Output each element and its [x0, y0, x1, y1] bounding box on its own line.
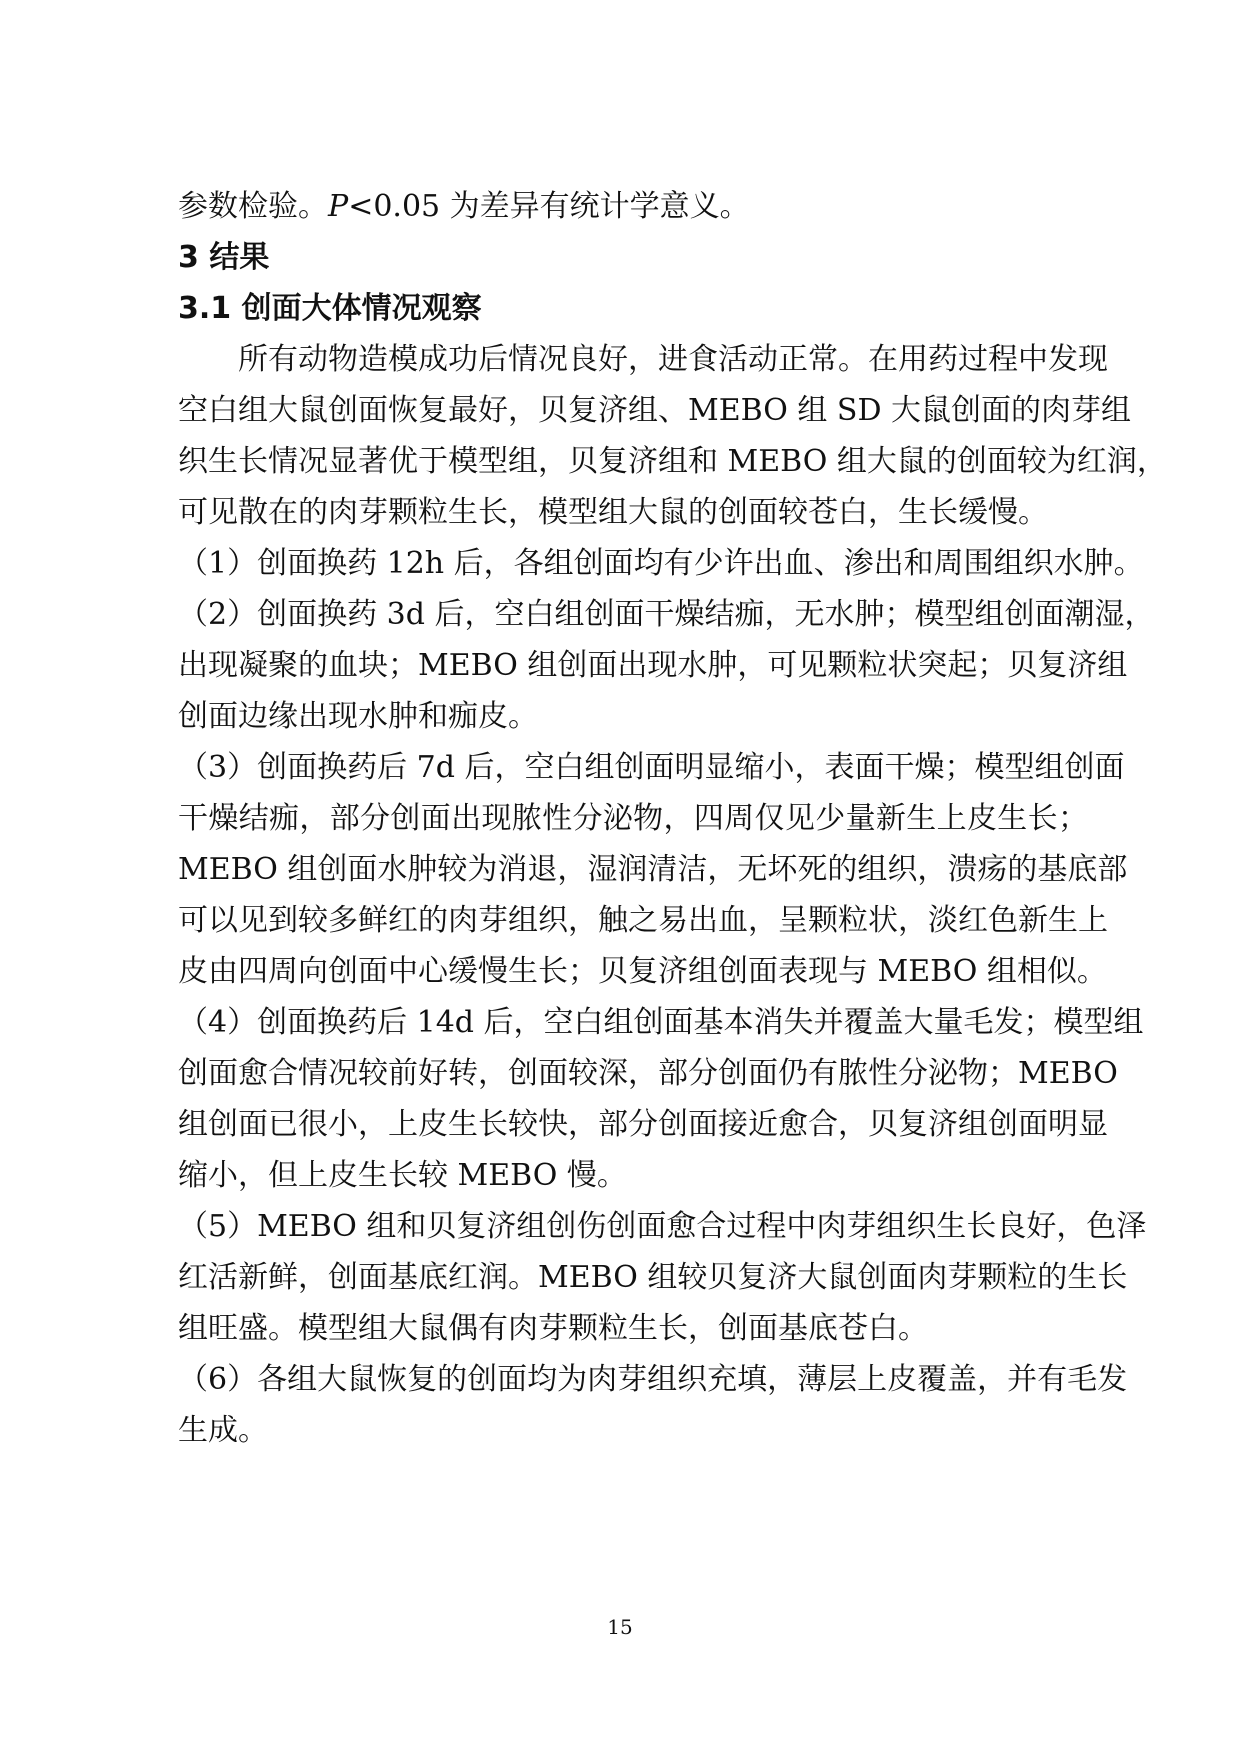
list-line: 生成。	[178, 1413, 268, 1448]
intro-after-italic: <0.05 为差异有统计学意义。	[348, 189, 750, 224]
list-line: MEBO 组创面水肿较为消退，湿润清洁，无坏死的组织，溃疡的基底部	[178, 852, 1128, 887]
list-line: （3）创面换药后 7d 后，空白组创面明显缩小，表面干燥；模型组创面	[178, 750, 1125, 785]
list-line: 组旺盛。模型组大鼠偶有肉芽颗粒生长，创面基底苍白。	[178, 1311, 928, 1346]
intro-before-italic: 参数检验。	[178, 189, 328, 224]
list-line: 出现凝聚的血块；MEBO 组创面出现水肿，可见颗粒状突起；贝复济组	[178, 648, 1128, 683]
list-line: （5）MEBO 组和贝复济组创伤创面愈合过程中肉芽组织生长良好，色泽	[178, 1209, 1147, 1244]
list-line: 缩小，但上皮生长较 MEBO 慢。	[178, 1158, 627, 1193]
subsection-heading: 3.1 创面大体情况观察	[178, 291, 482, 326]
list-line: （4）创面换药后 14d 后，空白组创面基本消失并覆盖大量毛发；模型组	[178, 1005, 1144, 1040]
paragraph-line: 空白组大鼠创面恢复最好，贝复济组、MEBO 组 SD 大鼠创面的肉芽组	[178, 393, 1132, 428]
paragraph-line: 可见散在的肉芽颗粒生长，模型组大鼠的创面较苍白，生长缓慢。	[178, 495, 1048, 530]
list-line: 红活新鲜，创面基底红润。MEBO 组较贝复济大鼠创面肉芽颗粒的生长	[178, 1260, 1128, 1295]
page-number: 15	[607, 1615, 633, 1639]
list-line: （1）创面换药 12h 后，各组创面均有少许出血、渗出和周围组织水肿。	[178, 546, 1144, 581]
list-line: 创面边缘出现水肿和痂皮。	[178, 699, 538, 734]
paragraph-line: 所有动物造模成功后情况良好，进食活动正常。在用药过程中发现	[178, 342, 1108, 377]
intro-line	[178, 186, 1088, 237]
p-value-symbol: P	[328, 189, 349, 224]
list-line: 组创面已很小，上皮生长较快，部分创面接近愈合，贝复济组创面明显	[178, 1107, 1108, 1142]
list-line: 皮由四周向创面中心缓慢生长；贝复济组创面表现与 MEBO 组相似。	[178, 954, 1107, 989]
document-body	[178, 186, 1167, 1461]
list-line: （6）各组大鼠恢复的创面均为肉芽组织充填，薄层上皮覆盖，并有毛发	[178, 1362, 1128, 1397]
list-line: 可以见到较多鲜红的肉芽组织，触之易出血，呈颗粒状，淡红色新生上	[178, 903, 1108, 938]
list-line: （2）创面换药 3d 后，空白组创面干燥结痂，无水肿；模型组创面潮湿，	[178, 597, 1155, 632]
list-line: 创面愈合情况较前好转，创面较深，部分创面仍有脓性分泌物；MEBO	[178, 1056, 1118, 1091]
section-heading: 3 结果	[178, 240, 270, 275]
list-line: 干燥结痂，部分创面出现脓性分泌物，四周仅见少量新生上皮生长；	[178, 801, 1088, 836]
paragraph-line: 织生长情况显著优于模型组，贝复济组和 MEBO 组大鼠的创面较为红润，	[178, 444, 1167, 479]
